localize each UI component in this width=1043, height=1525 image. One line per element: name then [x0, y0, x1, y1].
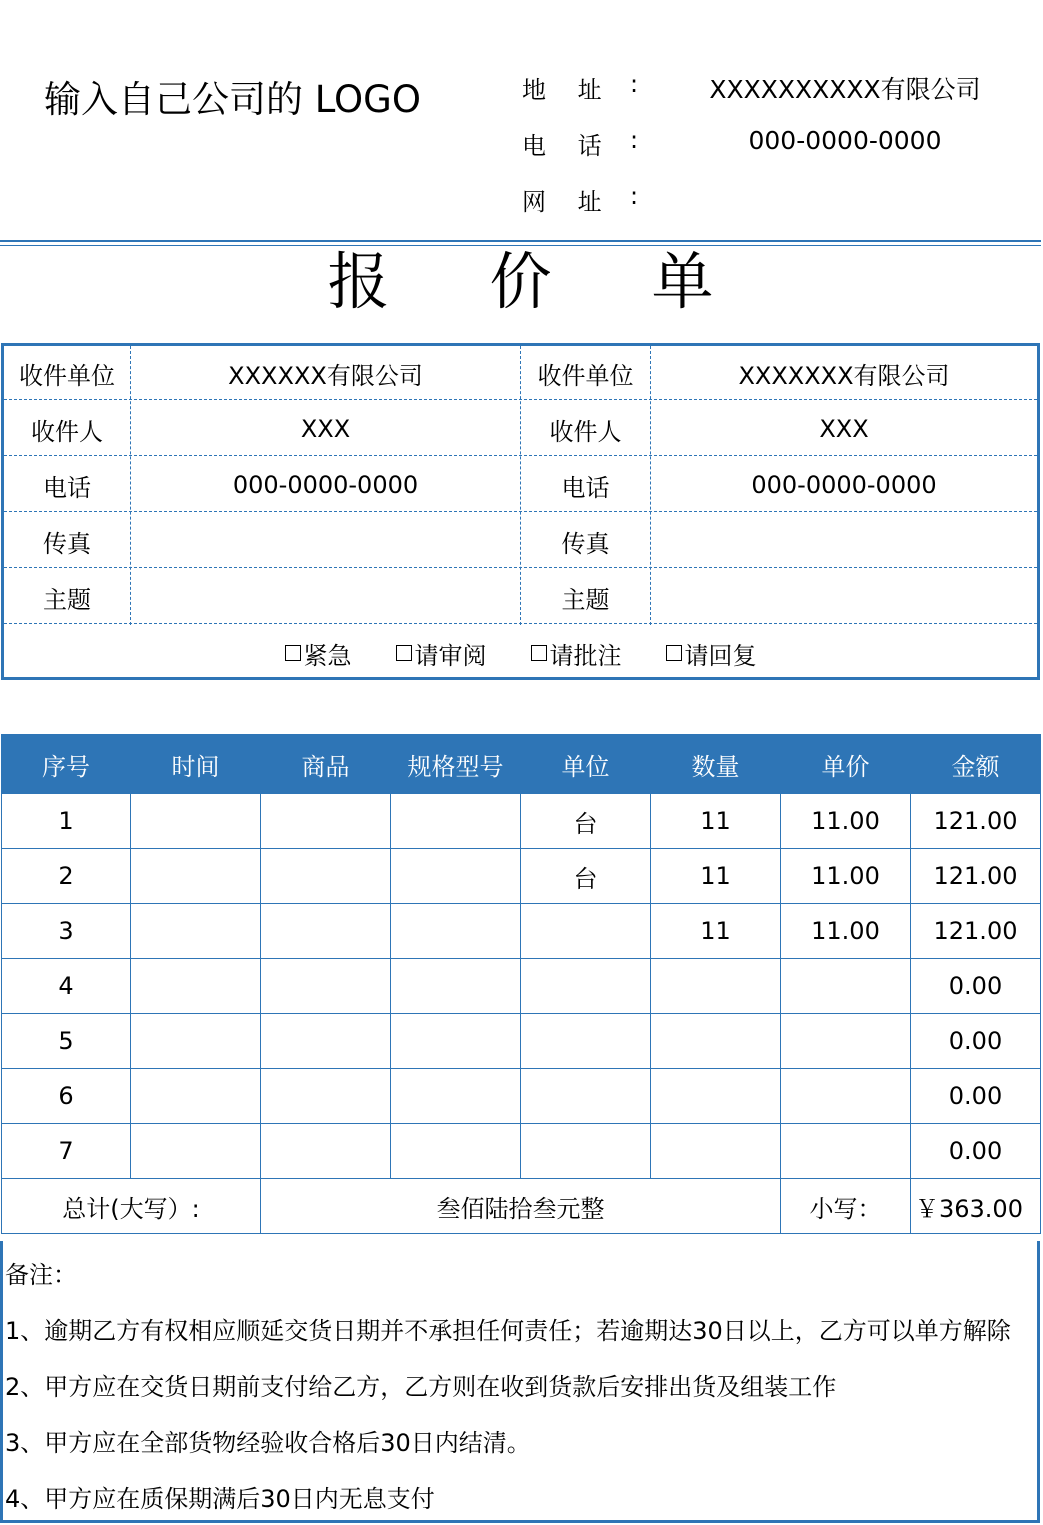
- checkbox-label: 请回复: [684, 641, 757, 670]
- cell-product[interactable]: [261, 1069, 391, 1124]
- cell-quantity[interactable]: [651, 1124, 781, 1179]
- fax-value-left[interactable]: [131, 514, 520, 568]
- note-line: 3、甲方应在全部货物经验收合格后30日内结清。: [5, 1429, 531, 1457]
- title-char-2: 价: [489, 245, 552, 318]
- checkbox-icon[interactable]: [396, 645, 412, 661]
- cell-quantity[interactable]: [651, 1069, 781, 1124]
- recipient-value-right[interactable]: XXXXXXX有限公司: [738, 361, 950, 390]
- cell-quantity[interactable]: 11: [651, 849, 781, 904]
- cell-spec[interactable]: [391, 904, 521, 959]
- cell-no: 5: [2, 1014, 131, 1069]
- cell-no: 2: [2, 849, 131, 904]
- cell-amount: 0.00: [911, 1069, 1041, 1124]
- fax-label-left: 传真: [43, 529, 91, 558]
- cell-no: 6: [2, 1069, 131, 1124]
- note-line: 4、甲方应在质保期满后30日内无息支付: [5, 1485, 435, 1513]
- table-row: [2, 904, 1041, 959]
- cell-unit[interactable]: [521, 904, 651, 959]
- cell-product[interactable]: [261, 794, 391, 849]
- quote-items-table: [1, 734, 1041, 1234]
- checkbox-comment[interactable]: [531, 636, 622, 671]
- cell-unit[interactable]: [521, 959, 651, 1014]
- cell-amount: 121.00: [911, 849, 1041, 904]
- cell-spec[interactable]: [391, 959, 521, 1014]
- cell-unit-price[interactable]: [781, 1069, 911, 1124]
- cell-spec[interactable]: [391, 1124, 521, 1179]
- cell-product[interactable]: [261, 1014, 391, 1069]
- cell-no: 7: [2, 1124, 131, 1179]
- contact-label-left: 收件人: [31, 417, 103, 446]
- table-row: [2, 1069, 1041, 1124]
- checkbox-label: 请审阅: [414, 641, 487, 670]
- table-row: [2, 959, 1041, 1014]
- notes-section: [0, 1241, 1040, 1523]
- address-colon: :: [630, 70, 639, 98]
- checkbox-reply[interactable]: [666, 636, 757, 671]
- cell-unit-price[interactable]: [781, 1014, 911, 1069]
- cell-time[interactable]: [131, 849, 261, 904]
- total-amount: ￥363.00: [911, 1179, 1041, 1234]
- cell-unit[interactable]: 台: [521, 794, 651, 849]
- cell-product[interactable]: [261, 904, 391, 959]
- cell-product[interactable]: [261, 849, 391, 904]
- cell-spec[interactable]: [391, 794, 521, 849]
- total-row: [2, 1179, 1041, 1234]
- checkbox-label: 紧急: [303, 641, 352, 670]
- title-char-1: 报: [327, 245, 390, 318]
- phone-label-left: 电话: [43, 473, 91, 502]
- notes-heading: 备注：: [5, 1261, 77, 1289]
- company-logo-placeholder: 输入自己公司的 LOGO: [44, 78, 421, 121]
- cell-time[interactable]: [131, 1069, 261, 1124]
- header-divider: [0, 240, 1041, 242]
- contact-label-right: 收件人: [549, 417, 622, 446]
- checkbox-icon[interactable]: [285, 645, 301, 661]
- cell-amount: 121.00: [911, 904, 1041, 959]
- address-label: [522, 70, 632, 105]
- recipient-label-left: 收件单位: [19, 361, 115, 390]
- table-row: [2, 1014, 1041, 1069]
- header-spec: 规格型号: [391, 735, 521, 794]
- website-label-char-1: 网: [522, 188, 546, 216]
- cell-time[interactable]: [131, 959, 261, 1014]
- checkbox-icon[interactable]: [531, 645, 547, 661]
- table-row: [2, 849, 1041, 904]
- cell-unit-price[interactable]: [781, 1124, 911, 1179]
- checkbox-review[interactable]: [396, 636, 487, 671]
- phone-label-right: 电话: [561, 473, 610, 502]
- subject-value-right[interactable]: [651, 570, 1037, 624]
- checkbox-urgent[interactable]: [285, 636, 352, 671]
- cell-product[interactable]: [261, 1124, 391, 1179]
- table-row: [2, 1124, 1041, 1179]
- recipient-label-right: 收件单位: [537, 361, 634, 390]
- title-char-3: 单: [651, 245, 714, 318]
- table-header-row: [2, 735, 1041, 794]
- checkbox-icon[interactable]: [666, 645, 682, 661]
- cell-no: 1: [2, 794, 131, 849]
- cell-time[interactable]: [131, 794, 261, 849]
- header-product: 商品: [261, 735, 391, 794]
- cell-product[interactable]: [261, 959, 391, 1014]
- address-value: XXXXXXXXXX有限公司: [709, 75, 981, 104]
- cell-amount: 0.00: [911, 959, 1041, 1014]
- cell-unit-price[interactable]: 11.00: [781, 849, 911, 904]
- website-label-char-2: 址: [577, 188, 602, 216]
- cell-spec[interactable]: [391, 849, 521, 904]
- cell-amount: 0.00: [911, 1014, 1041, 1069]
- phone-colon: :: [630, 126, 639, 154]
- subject-label-left: 主题: [43, 585, 91, 614]
- note-line: 1、逾期乙方有权相应顺延交货日期并不承担任何责任；若逾期达30日以上，乙方可以单方解除: [5, 1317, 1011, 1345]
- priority-checkboxes: [4, 626, 1037, 680]
- header-no: 序号: [2, 735, 131, 794]
- phone-value: 000-0000-0000: [748, 126, 942, 155]
- cell-unit-price[interactable]: 11.00: [781, 904, 911, 959]
- cell-quantity[interactable]: [651, 1014, 781, 1069]
- cell-quantity[interactable]: 11: [651, 904, 781, 959]
- table-row: [2, 794, 1041, 849]
- total-uppercase-value: 叁佰陆拾叁元整: [261, 1179, 781, 1234]
- header-quantity: 数量: [651, 735, 781, 794]
- cell-spec[interactable]: [391, 1014, 521, 1069]
- header-amount: 金额: [911, 735, 1041, 794]
- header-unit-price: 单价: [781, 735, 911, 794]
- fax-value-right[interactable]: [651, 514, 1037, 568]
- cell-quantity[interactable]: [651, 959, 781, 1014]
- subject-label-right: 主题: [561, 585, 610, 614]
- cell-amount: 121.00: [911, 794, 1041, 849]
- cell-unit-price[interactable]: 11.00: [781, 794, 911, 849]
- cell-unit-price[interactable]: [781, 959, 911, 1014]
- cell-time[interactable]: [131, 904, 261, 959]
- phone-value-right[interactable]: 000-0000-0000: [751, 471, 937, 499]
- cell-unit[interactable]: 台: [521, 849, 651, 904]
- header-time: 时间: [131, 735, 261, 794]
- cell-no: 3: [2, 904, 131, 959]
- subject-value-left[interactable]: [131, 570, 520, 624]
- cell-unit[interactable]: [521, 1014, 651, 1069]
- cell-no: 4: [2, 959, 131, 1014]
- contact-value-right[interactable]: XXX: [819, 415, 869, 443]
- note-line: 2、甲方应在交货日期前支付给乙方，乙方则在收到货款后安排出货及组装工作: [5, 1373, 837, 1401]
- cell-unit[interactable]: [521, 1124, 651, 1179]
- contact-value-left[interactable]: XXX: [300, 415, 351, 443]
- header-unit: 单位: [521, 735, 651, 794]
- cell-time[interactable]: [131, 1014, 261, 1069]
- phone-label-char-1: 电: [522, 132, 546, 160]
- recipient-value-left[interactable]: XXXXXX有限公司: [228, 361, 423, 390]
- cell-quantity[interactable]: 11: [651, 794, 781, 849]
- recipient-info-table: [1, 343, 1040, 680]
- total-uppercase-label: 总计(大写）:: [2, 1179, 261, 1234]
- phone-label-char-2: 话: [577, 132, 602, 160]
- cell-time[interactable]: [131, 1124, 261, 1179]
- website-colon: :: [630, 182, 639, 210]
- address-label-char-1: 地: [522, 76, 546, 104]
- cell-unit[interactable]: [521, 1069, 651, 1124]
- total-lowercase-label: 小写：: [781, 1179, 911, 1234]
- phone-value-left[interactable]: 000-0000-0000: [232, 471, 419, 499]
- cell-spec[interactable]: [391, 1069, 521, 1124]
- phone-label: [522, 126, 632, 161]
- checkbox-label: 请批注: [549, 641, 622, 670]
- cell-amount: 0.00: [911, 1124, 1041, 1179]
- document-title: [0, 244, 1041, 320]
- address-label-char-2: 址: [577, 76, 602, 104]
- fax-label-right: 传真: [561, 529, 610, 558]
- website-label: [522, 182, 632, 217]
